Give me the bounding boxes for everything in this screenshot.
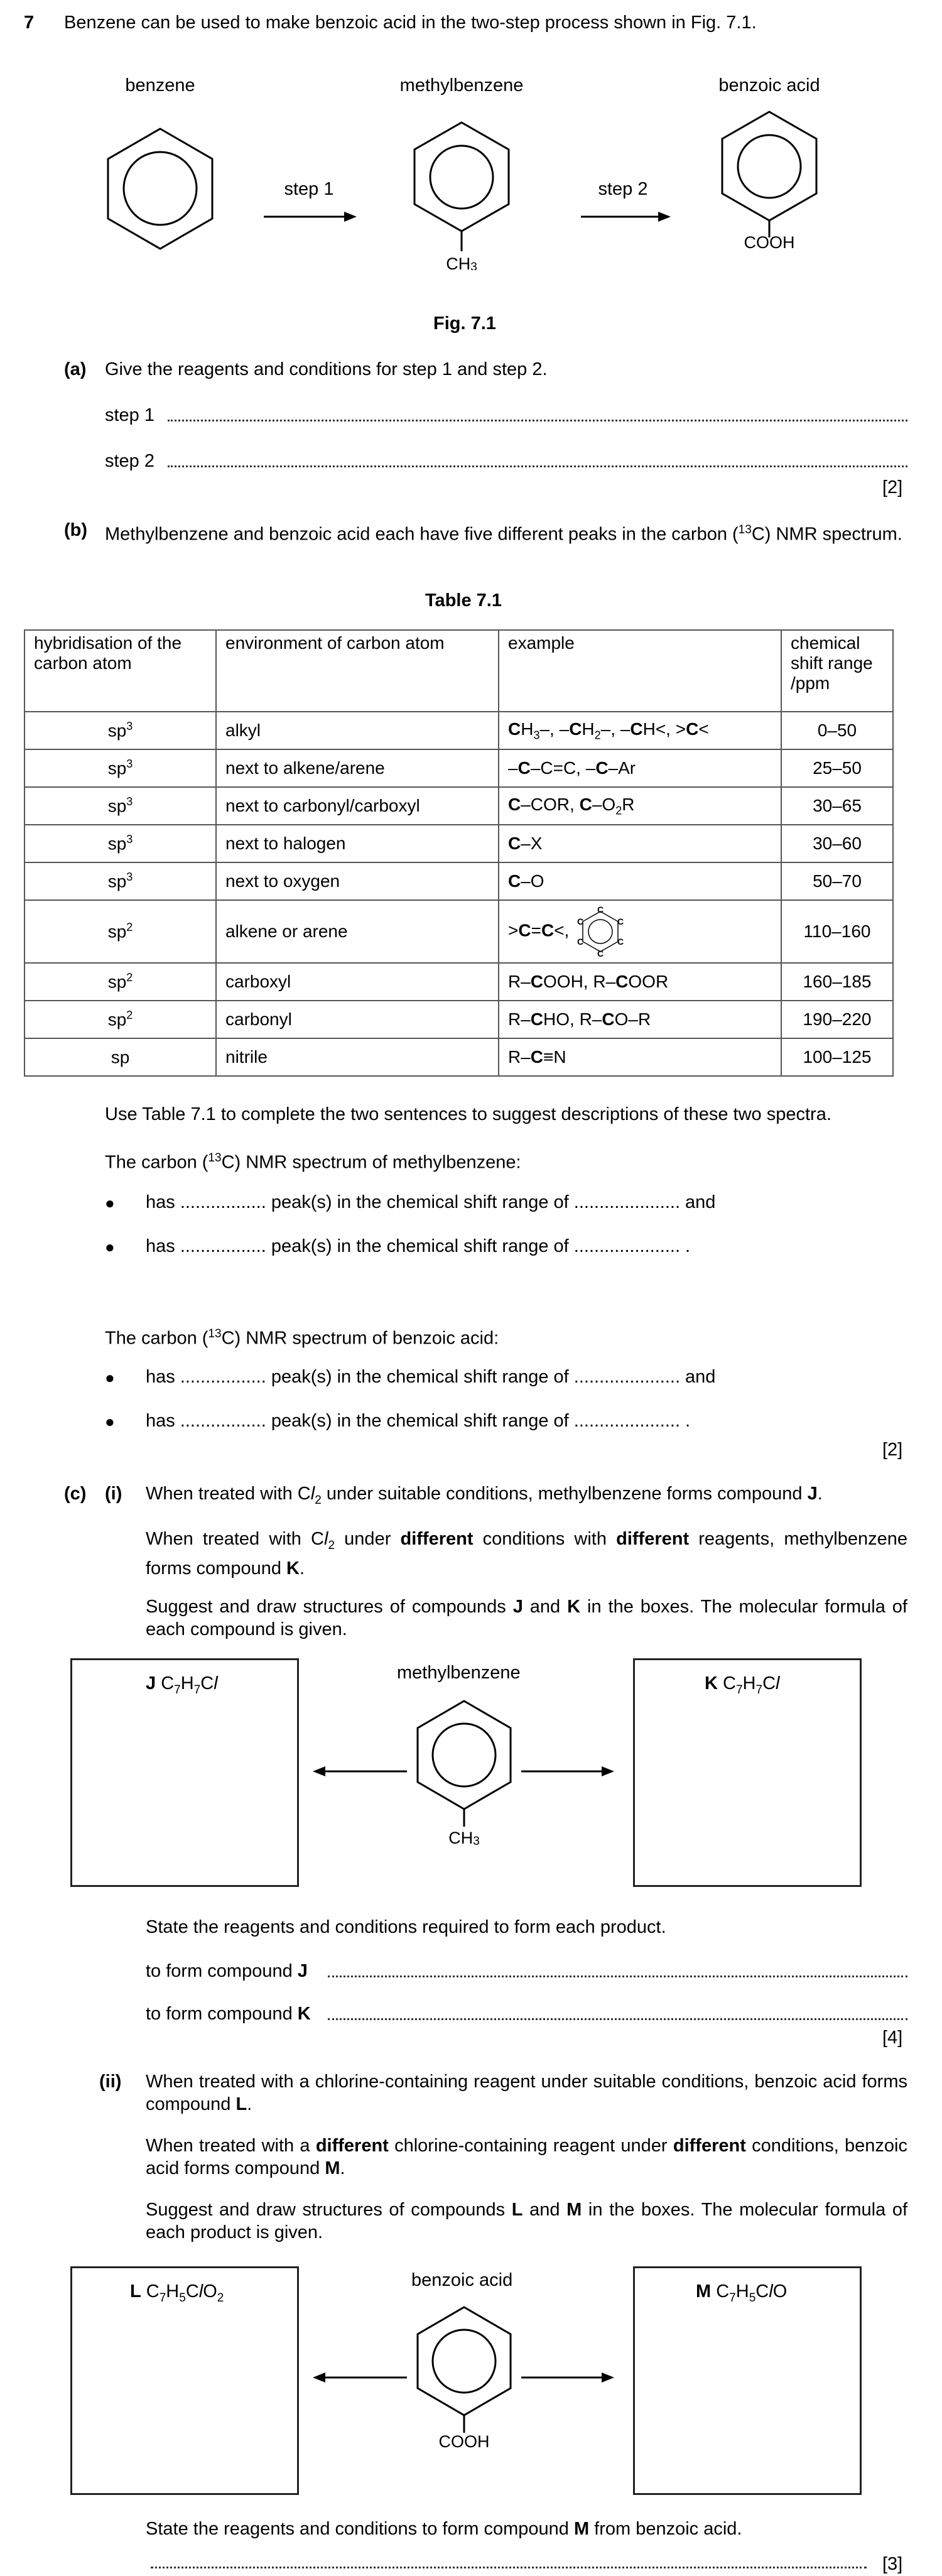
benzoic-acid-structure [295,2296,633,2459]
compound-j-formula: J $C_7H_7Cl$ [146,1673,218,1697]
step2-label: step 2 [598,179,648,199]
part-c-i-suggest: Suggest and draw structures of compounds J and K in the boxes. The molecular formula of each compound is given. [146,1597,907,1639]
part-c-i-marks: [4] [882,2028,903,2048]
methylbenzene-spectrum-heading: The carbon ($^{13}$C) NMR spectrum of methylbenzene: [105,1151,521,1173]
methylbenzene-ring [414,122,509,251]
center-label-methylbenzene: methylbenzene [397,1663,521,1683]
center-label-benzoic-acid: benzoic acid [411,2270,513,2290]
part-b-label: (b) [64,520,88,540]
bullet-icon: ● [105,1412,115,1431]
benzoic-acid-ring [722,112,816,237]
table-row: $sp^3$ next to halogen C–X 30–60 [24,825,893,862]
methyl-sentence-1[interactable]: has ................. peak(s) in the chemical shift range of ..................... and [146,1192,716,1212]
part-b-marks: [2] [882,1440,903,1460]
part-c-ii-label: (ii) [99,2072,122,2092]
part-c-ii-suggest: Suggest and draw structures of compounds L and M in the boxes. The molecular formula of each product is given. [146,2200,908,2242]
part-c-i-line1: When treated with $Cl_2$ under suitable conditions, methylbenzene forms compound J. [146,1484,823,1507]
table-row: $sp^3$ alkyl $CH_3-$, $-CH_2-$, –CH<, >C< 0–50 [24,712,893,749]
part-c-ii-marks: [3] [882,2554,903,2574]
step1-answer-line[interactable] [168,420,907,421]
label-benzoic-acid: benzoic acid [718,75,820,95]
compound-l-formula: L $C_7H_5ClO_2$ [130,2281,224,2305]
bullet-icon: ● [105,1237,115,1256]
form-j-label: to form compound J [146,1961,308,1981]
part-c-ii-line1: When treated with a chlorine-containing reagent under suitable conditions, benzoic acid forms compound L. [146,2072,907,2114]
part-c-label: (c) [64,1484,87,1504]
bullet-icon: ● [105,1193,115,1212]
part-a-marks: [2] [882,477,903,497]
table-row: sp nitrile R–C≡N 100–125 [24,1038,893,1076]
table-header: chemical shift range /ppm [781,630,893,712]
step2-answer-line[interactable] [168,465,907,467]
table-row: $sp^3$ next to alkene/arene –C–C=C, –C–Ar 25–50 [24,749,893,787]
table-instruction: Use Table 7.1 to complete the two sentences to suggest descriptions of these two spectra. [105,1104,831,1124]
figure-caption: Fig. 7.1 [433,313,496,334]
table-header: environment of carbon atom [216,630,499,712]
table-title: Table 7.1 [425,590,502,611]
svg-text:C: C [577,937,584,947]
table-header: example [499,630,781,712]
nmr-shift-table [24,629,894,1077]
part-c-ii-line2: When treated with a different chlorine-containing reagent under different conditions, benzoic acid forms compound M. [146,2136,907,2178]
compound-m-formula: M $C_7H_5ClO$ [696,2281,788,2305]
table-row: $sp^3$ next to carbonyl/carboxyl C–COR, $C-O_2R$ 30–65 [24,787,893,825]
svg-text:C: C [617,937,624,947]
form-k-label: to form compound K [146,2004,311,2024]
part-a-label: (a) [64,359,87,379]
benzoic-sentence-1[interactable]: has ................. peak(s) in the chemical shift range of ..................... and [146,1367,716,1387]
question-number: 7 [24,13,35,33]
form-m-answer-line[interactable] [151,2567,867,2568]
svg-text:C: C [597,948,604,958]
svg-text:C: C [617,916,624,927]
question-intro: Benzene can be used to make benzoic acid in the two-step process shown in Fig. 7.1. [64,13,757,33]
bullet-icon: ● [105,1368,115,1387]
compound-k-formula: K $C_7H_7Cl$ [705,1673,780,1697]
benzene-c-ring-icon [574,905,627,958]
label-benzene: benzene [125,75,195,95]
step1-answer-label: step 1 [105,405,154,425]
part-c-i-line2: When treated with $Cl_2$ under different conditions with different reagents, methylbenzene forms compound K. [146,1529,907,1579]
table-header: hybridisation of the carbon atom [24,630,216,712]
cooh-label: COOH [744,233,795,252]
step2-answer-label: step 2 [105,451,154,471]
svg-text:C: C [577,916,584,927]
svg-text:CH3: $CH_3$ [448,1829,480,1848]
form-k-answer-line[interactable] [328,2018,907,2020]
table-row: $sp^2$ carboxyl R–COOH, R–COOR 160–185 [24,963,893,1001]
table-row: $sp^2$ carbonyl R–CHO, R–CO–R 190–220 [24,1001,893,1038]
part-b-text: Methylbenzene and benzoic acid each have five different peaks in the carbon ($^{13}$C) NMR spectrum. [105,523,902,545]
table-row: $sp^2$ alkene or arene >C=C<, C C C C C C 110–160 [24,900,893,963]
benzoic-spectrum-heading: The carbon ($^{13}$C) NMR spectrum of benzoic acid: [105,1327,499,1349]
table-row: $sp^3$ next to oxygen C–O 50–70 [24,862,893,900]
benzoic-sentence-2[interactable]: has ................. peak(s) in the chemical shift range of ..................... . [146,1411,691,1431]
part-c-i-label: (i) [105,1484,122,1504]
state-reagents-text: State the reagents and conditions required to form each product. [146,1917,666,1937]
part-a-text: Give the reagents and conditions for step 1 and step 2. [105,359,548,379]
form-j-answer-line[interactable] [328,1975,907,1977]
step1-label: step 1 [284,179,334,199]
methylbenzene-structure [295,1690,633,1853]
figure-7-1 [0,63,942,270]
state-m-text: State the reagents and conditions to form compound M from benzoic acid. [146,2519,742,2539]
ch3-label: $CH_3$ [446,254,477,270]
svg-text:C: C [597,905,604,915]
label-methylbenzene: methylbenzene [399,75,524,95]
benzene-ring [108,129,212,249]
methyl-sentence-2[interactable]: has ................. peak(s) in the chemical shift range of ..................... . [146,1236,691,1256]
svg-text:COOH: COOH [438,2432,490,2452]
